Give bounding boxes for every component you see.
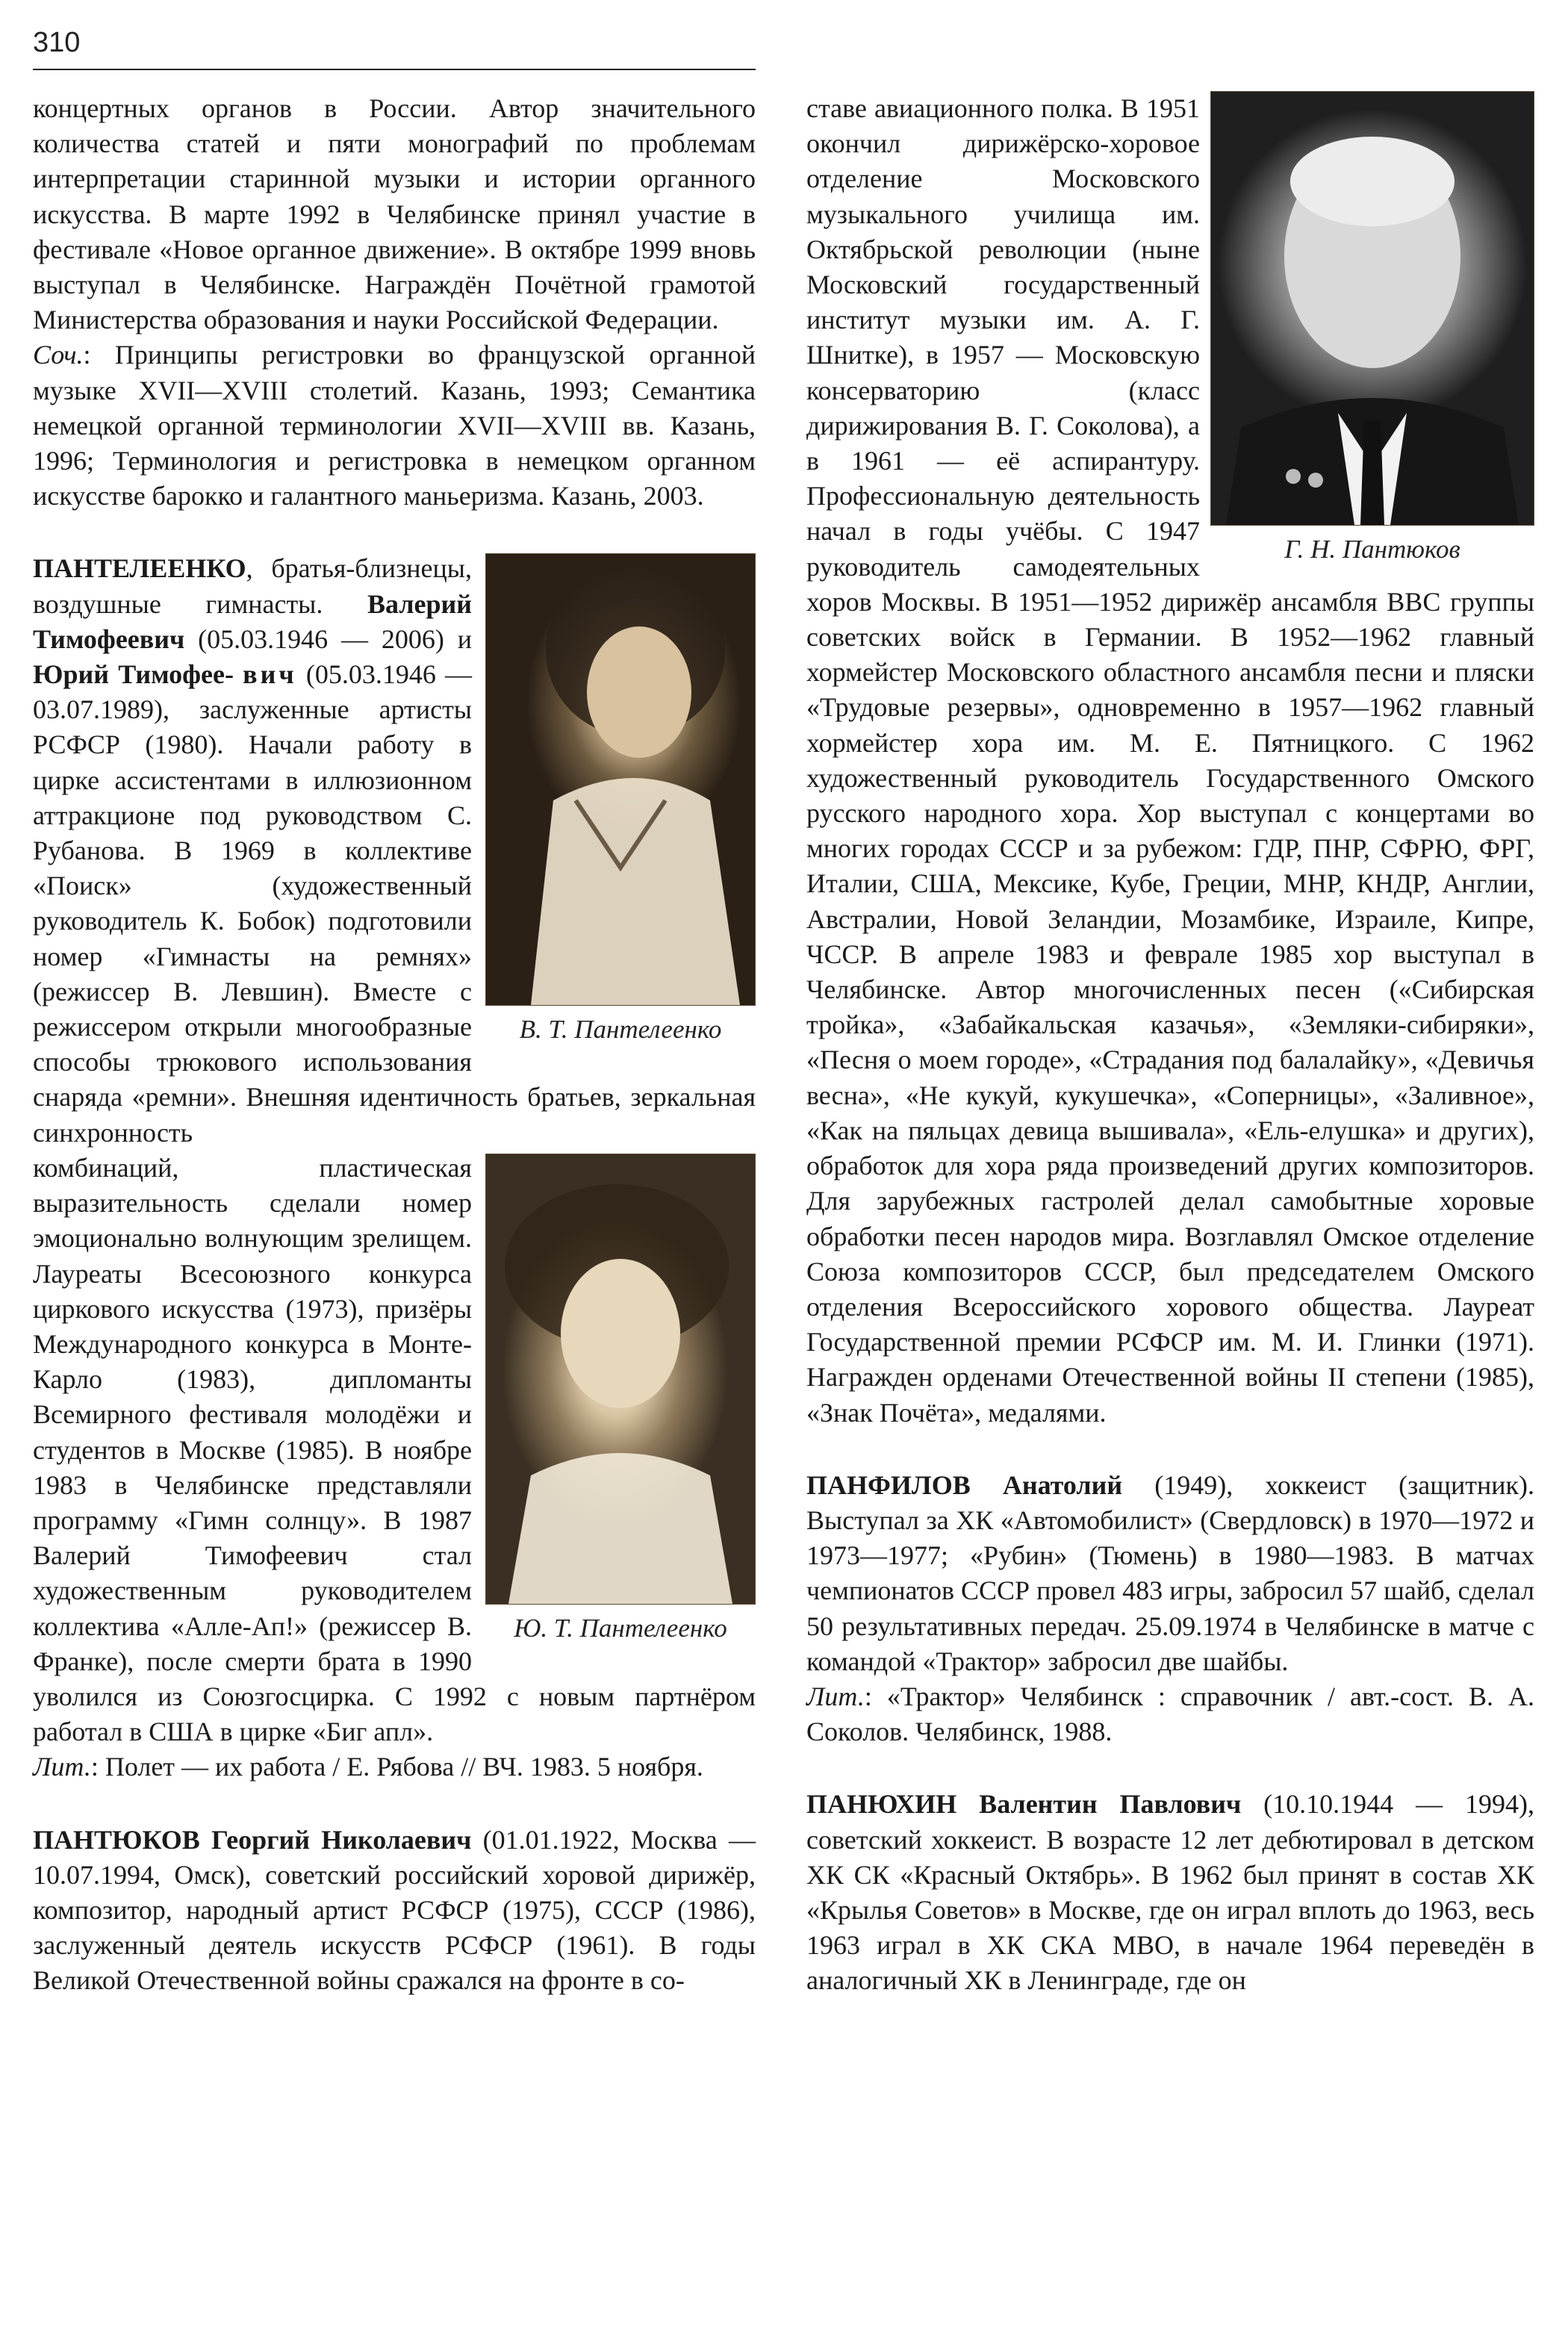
- works-label: Соч.: [33, 340, 84, 370]
- headword: ПАНТЕЛЕЕНКО: [33, 553, 246, 584]
- headword: ПАНФИЛОВ Анатолий: [806, 1469, 1123, 1500]
- person-name: Валерий Тимофеевич: [33, 588, 472, 654]
- right-column: [806, 91, 1534, 1999]
- photo-figure-g-n-pantyukov: [1210, 91, 1534, 566]
- portrait-man-image: [1211, 92, 1534, 525]
- works-paragraph: Соч.: Принципы регистровки во французской органной музыке XVII—XVIII столетий. Казань, 1993; Семантика немецкой органной терминологии XVII—XVIII вв. Казань, 1996; Терминология и регистровка в немецком органном искусстве барокко и галантного маньеризма. Казань, 2003.: [33, 340, 756, 511]
- left-column: [33, 91, 756, 1999]
- entry-panteleenko: ПАНТЕЛЕЕНКО, братья-близнецы, воздушные гимнасты. Валерий Тимофеевич (05.03.1946 — 2006) и Юрий Тимофее- вич (05.03.1946 — 03.07.1989), заслуженные артисты РСФСР (1980). Начали работу в цирке ассистентами в иллюзионном аттракционе под руководством С. Рубанова. В 1969 в коллективе «Поиск» (художественный руководитель К. Бобок) подготовили номер «Гимнасты на ремнях» (режиссер В. Левшин). Вместе с режиссером открыли многообразные способы трюкового использования снаряда «ремни». Внешняя идентичность братьев, зеркальная синхронность: [33, 553, 756, 1148]
- entry-panfilov: ПАНФИЛОВ Анатолий (1949), хоккеист (защитник). Выступал за ХК «Автомобилист» (Свердловск) в 1970—1972 и 1973—1977; «Рубин» (Тюмень) в 1980—1983. В матчах чемпионатов СССР провел 483 игры, забросил 57 шайб, сделал 50 результативных передач. 25.09.1974 в Челябинске в матче с командой «Трактор» забросил две шайбы.: [806, 1469, 1534, 1676]
- literature-paragraph: Лит.: «Трактор» Челябинск : справочник / авт.-сост. В. А. Соколов. Челябинск, 1988.: [806, 1681, 1534, 1747]
- portrait-man-image: [486, 1154, 755, 1604]
- page-number: 310: [33, 27, 81, 58]
- literature-label: Лит.: [33, 1752, 91, 1782]
- entry-pantyukov: ПАНТЮКОВ Георгий Николаевич (01.01.1922, Москва — 10.07.1994, Омск), советский российский хоровой дирижёр, композитор, народный артист РСФСР (1975), СССР (1986), заслуженный деятель искусств РСФСР (1961). В годы Великой Отечественной войны сражался на фронте в со-: [33, 1824, 756, 1996]
- person-name-end: вич: [243, 659, 297, 690]
- photo-figure-yu-t-panteleenko: [485, 1154, 756, 1645]
- entry-panyukhin: ПАНЮХИН Валентин Павлович (10.10.1944 — 1994), советский хоккеист. В возрасте 12 лет дебютировал в детском ХК СК «Красный Октябрь». В 1962 был принят в состав ХК «Крылья Советов» в Москве, где он играл вплоть до 1963, весь 1963 играл в ХК СКА МВО, в начале 1964 переведён в аналогичный ХК в Ленинграде, где он: [806, 1789, 1534, 1996]
- headword: ПАНЮХИН Валентин Павлович: [806, 1789, 1242, 1820]
- photo-yu-t-panteleenko: [485, 1154, 756, 1605]
- photo-caption: Ю. Т. Пантелеенко: [514, 1613, 727, 1643]
- header-rule: [33, 69, 756, 70]
- headword: ПАНТЮКОВ Георгий Николаевич: [33, 1824, 472, 1855]
- literature-paragraph: Лит.: Полет — их работа / Е. Рябова // ВЧ. 1983. 5 ноября.: [33, 1752, 703, 1782]
- person-name: Юрий Тимофее-: [33, 659, 234, 690]
- continuation-paragraph: концертных органов в России. Автор значительного количества статей и пяти монографий по проблемам интерпретации старинной музыки и истории органного искусства. В марте 1992 в Челябинске принял участие в фестивале «Новое органное движение». В октябре 1999 вновь выступал в Челябинске. Награждён Почётной грамотой Министерства образования и науки Российской Федерации.: [33, 93, 756, 335]
- photo-figure-v-t-panteleenko: [485, 553, 756, 1046]
- photo-caption: Г. Н. Пантюков: [1284, 535, 1460, 564]
- photo-v-t-panteleenko: [485, 553, 756, 1006]
- entry-panteleenko-continued: комбинаций, пластическая выразительность сделали номер эмоционально волнующим зрелищем. Лауреаты Всесоюзного конкурса циркового искусства (1973), призёры Международного конкурса в Монте-Карло (1983), дипломанты Всемирного фестиваля молодёжи и студентов в Москве (1985). В ноябре 1983 в Челябинске представляли программу «Гимн солнцу». В 1987 Валерий Тимофеевич стал художественным руководителем коллектива «Алле-Ап!» (режиссер В. Франке), после смерти брата в 1990 уволился из Союзгосцирка. С 1992 с новым партнёром работал в США в цирке «Биг апл».: [33, 1152, 756, 1747]
- entry-pantyukov-continued: ставе авиационного полка. В 1951 окончил дирижёрско-хоровое отделение Московского музыкального училища им. Октябрьской революции (ныне Московский государственный институт музыки им. А. Г. Шнитке), в 1957 — Московскую консерваторию (класс дирижирования В. Г. Соколова), а в 1961 — её аспирантуру. Профессиональную деятельность начал в годы учёбы. С 1947 руководитель самодеятельных хоров Москвы. В 1951—1952 дирижёр ансамбля ВВС группы советских войск в Германии. В 1952—1962 главный хормейстер Московского областного ансамбля песни и пляски «Трудовые резервы», одновременно в 1957—1962 главный хормейстер хора им. М. Е. Пятницкого. С 1962 художественный руководитель Государственного Омского русского народного хора. Хор выступал с концертами во многих городах СССР и за рубежом: ГДР, ПНР, СФРЮ, ФРГ, Италии, США, Мексике, Кубе, Греции, МНР, КНДР, Англии, Австралии, Новой Зеландии, Мозамбике, Израиле, Кипре, ЧССР. В апреле 1983 и феврале 1985 хор выступал в Челябинске. Автор многочисленных песен («Сибирская тройка», «Забайкальская казачья», «Земляки-сибиряки», «Песня о моем городе», «Страдания под балалайку», «Девичья весна», «Не кукуй, кукушечка», «Соперницы», «Заливное», «Как на пяльцах девица вышивала», «Ель-елушка» и других), обработок для хора ряда произведений других композиторов. Для зарубежных гастролей делал самобытные хоровые обработки песен народов мира. Возглавлял Омское отделение Союза композиторов СССР, был председателем Омского отделения Всероссийского хорового общества. Лауреат Государственной премии РСФСР им. М. И. Глинки (1971). Награжден орденами Отечественной войны II степени (1985), «Знак Почёта», медалями.: [806, 93, 1534, 1428]
- photo-g-n-pantyukov: [1210, 91, 1534, 526]
- portrait-man-image: [486, 554, 755, 1005]
- literature-label: Лит.: [806, 1681, 865, 1711]
- photo-caption: В. Т. Пантелеенко: [519, 1015, 722, 1045]
